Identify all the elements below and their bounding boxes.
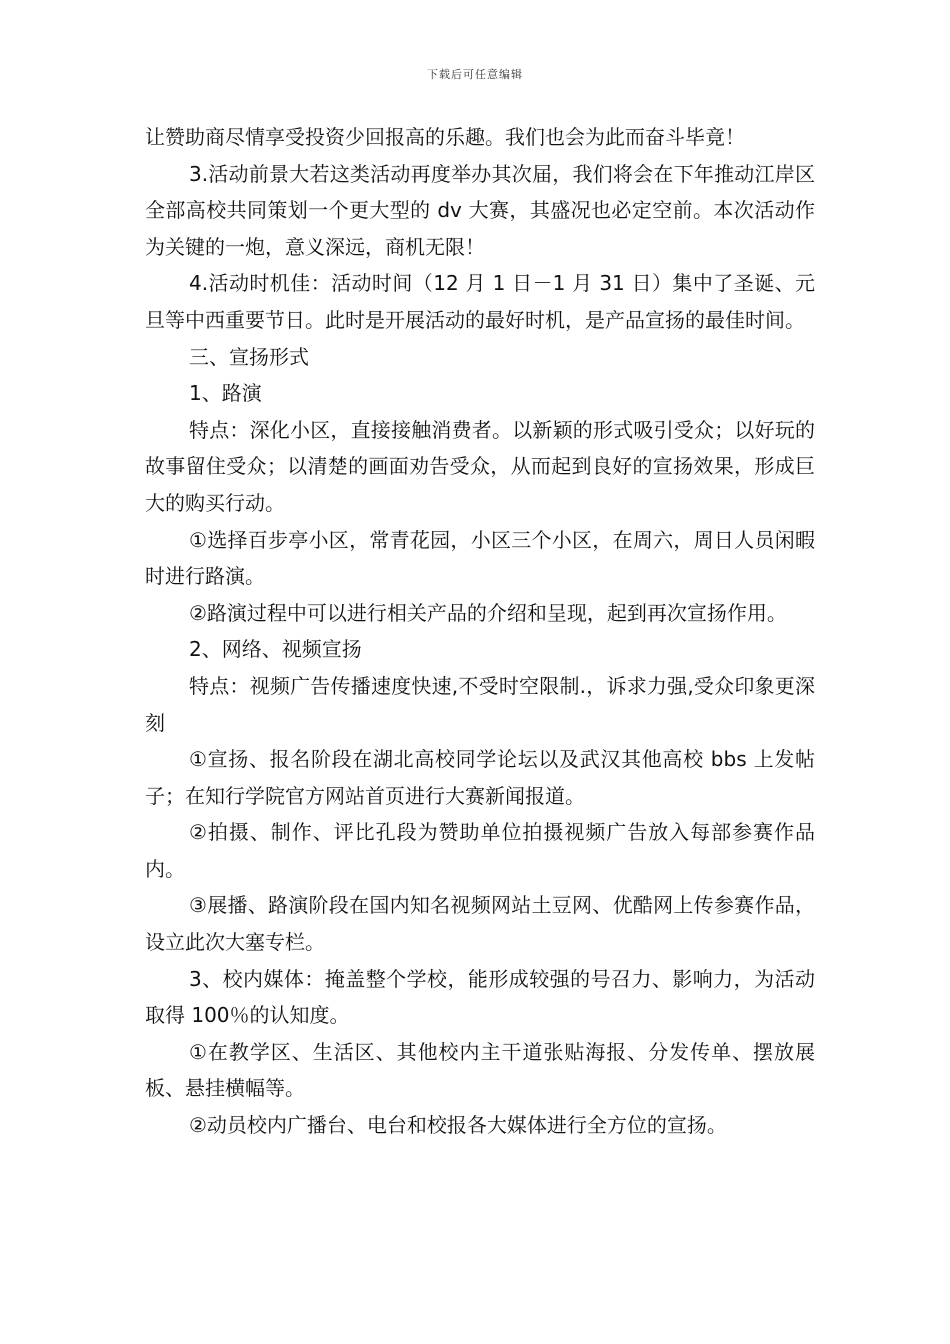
paragraph-7: ①选择百步亭小区，常青花园，小区三个小区，在周六，周日人员闲暇时进行路演。: [145, 527, 815, 589]
paragraph-8: ②路演过程中可以进行相关产品的介绍和呈现，起到再次宣扬作用。: [189, 600, 787, 625]
paragraph-11: ①宣扬、报名阶段在湖北高校同学论坛以及武汉其他高校 bbs 上发帖子；在知行学院官方网站首页进行大赛新闻报道。: [145, 747, 815, 808]
subheading-campus-media: 3、校内媒体：掩盖整个学校，能形成较强的号召力、影响力，为活动取得 100％的认知度。: [145, 966, 815, 1028]
paragraph-13: ③展播、路演阶段在国内知名视频网站土豆网、优酷网上传参赛作品，设立此次大塞专栏。: [145, 893, 815, 955]
paragraph-2: 3.活动前景大若这类活动再度举办其次届，我们将会在下年推动江岸区全部高校共同策划一个更大型的 dv 大赛，其盛况也必定空前。本次活动作为关键的一炮，意义深远，商机无限！: [145, 161, 815, 259]
paragraph-1: 让赞助商尽情享受投资少回报高的乐趣。我们也会为此而奋斗毕竟！: [145, 125, 745, 149]
subheading-roadshow: 1、路演: [189, 381, 262, 406]
page-header: 下载后可任意编辑: [427, 68, 523, 81]
paragraph-16: ②动员校内广播台、电台和校报各大媒体进行全方位的宣扬。: [189, 1113, 727, 1138]
subheading-network: 2、网络、视频宣扬: [189, 637, 362, 662]
paragraph-12: ②拍摄、制作、评比孔段为赞助单位拍摄视频广告放入每部参赛作品内。: [145, 820, 815, 881]
paragraph-3: 4.活动时机佳：活动时间（12 月 1 日－1 月 31 日）集中了圣诞、元旦等中西重要节日。此时是开展活动的最好时机，是产品宣扬的最佳时间。: [145, 271, 815, 332]
section-heading-3: 三、宣扬形式: [189, 344, 309, 369]
paragraph-15: ①在教学区、生活区、其他校内主干道张贴海报、分发传单、摆放展板、悬挂横幅等。: [145, 1039, 815, 1101]
paragraph-6: 特点：深化小区，直接接触消费者。以新颖的形式吸引受众；以好玩的故事留住受众；以清楚的画面劝告受众，从而起到良好的宣扬效果，形成巨大的购买行动。: [145, 417, 815, 515]
paragraph-10: 特点：视频广告传播速度快速,不受时空限制.，诉求力强,受众印象更深刻: [145, 673, 815, 735]
document-body: [145, 119, 815, 1144]
